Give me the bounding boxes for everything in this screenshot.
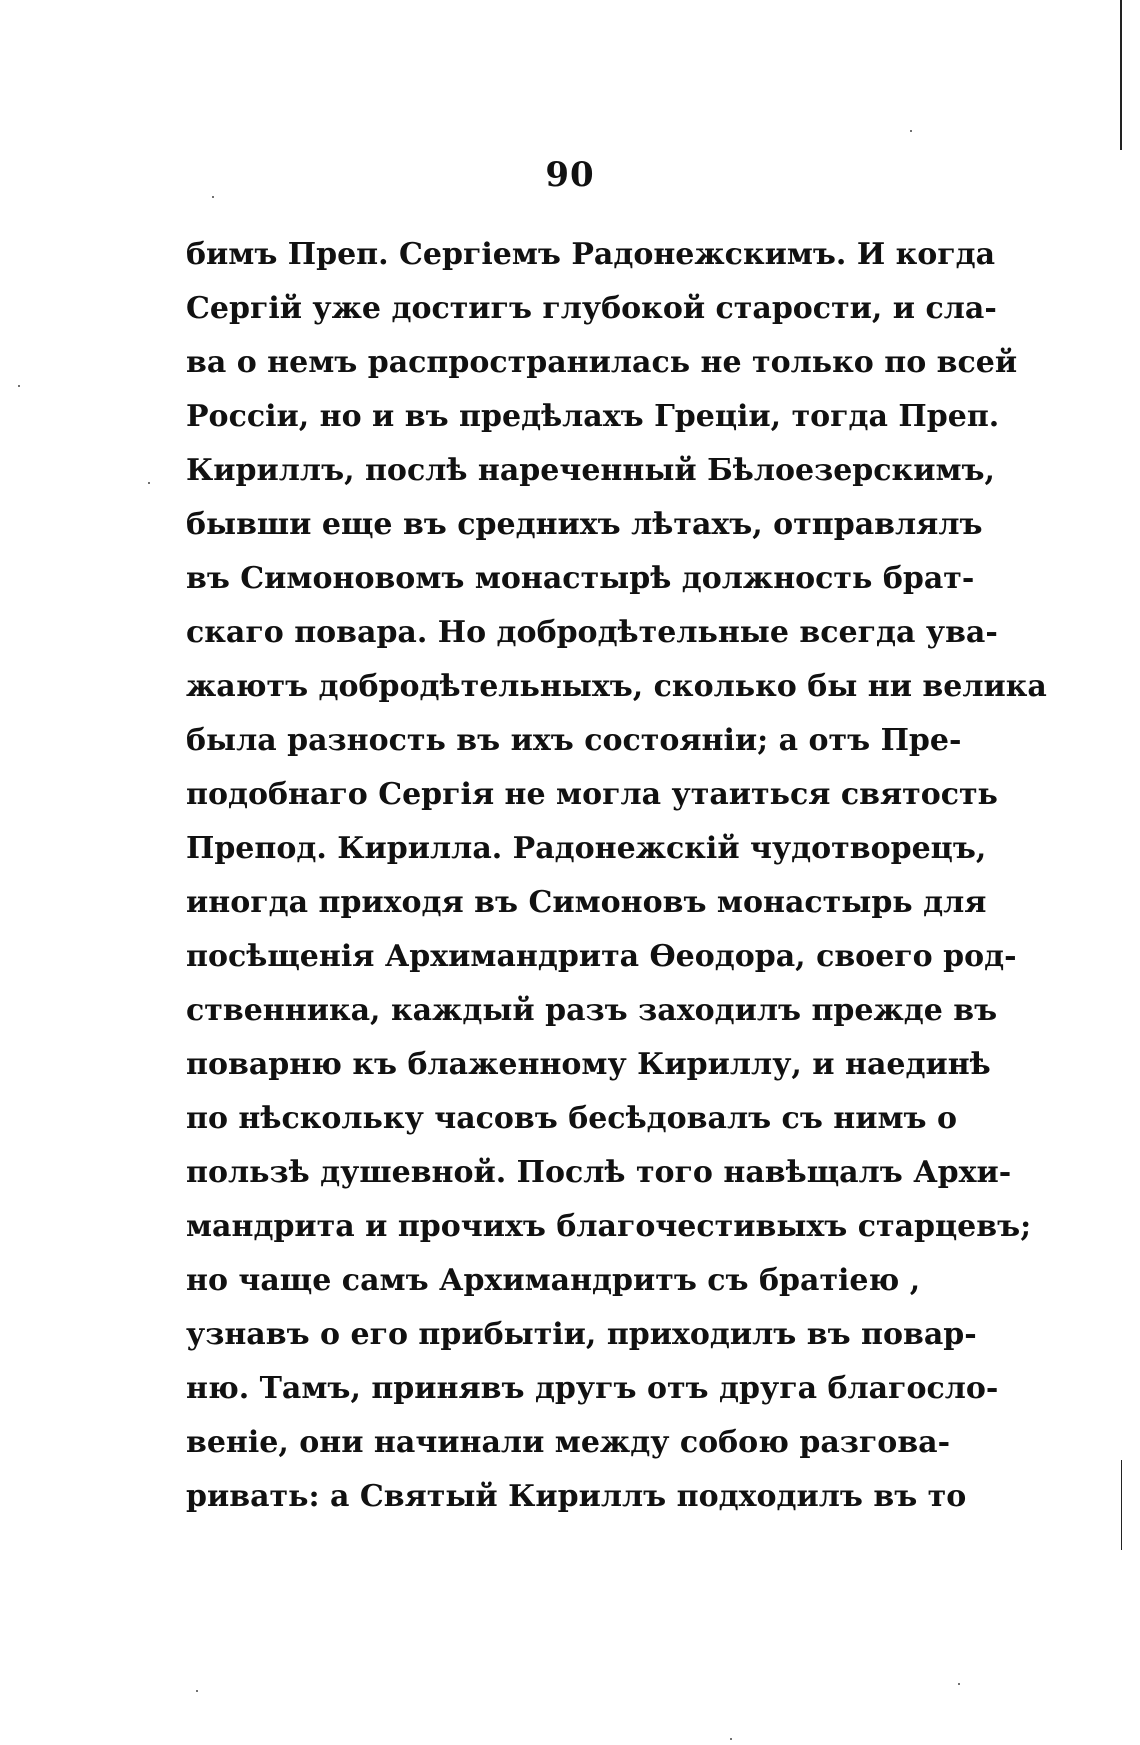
text-line: Препод. Кирилла. Радонежскій чудотворецъ, (186, 831, 987, 866)
text-line: но чаще самъ Архимандритъ съ братіею , (186, 1263, 921, 1298)
text-line: жаютъ добродѣтельныхъ, сколько бы ни велика (186, 669, 1047, 704)
text-line: ва о немъ распространилась не только по всей (186, 345, 1018, 380)
scan-speck (148, 482, 150, 484)
text-line: посѣщенія Архимандрита Ѳеодора, своего род- (186, 939, 1017, 974)
text-line: была разность въ ихъ состояніи; а отъ Пре- (186, 723, 962, 758)
scan-speck (958, 1683, 960, 1685)
text-line: въ Симоновомъ монастырѣ должность брат- (186, 561, 975, 596)
text-line: Сергій уже достигъ глубокой старости, и сла- (186, 291, 997, 326)
text-line: ственника, каждый разъ заходилъ прежде въ (186, 993, 998, 1028)
text-line: мандрита и прочихъ благочестивыхъ старцевъ; (186, 1209, 1032, 1244)
text-line: подобнаго Сергія не могла утаиться святость (186, 777, 998, 812)
text-line: по нѣскольку часовъ бесѣдовалъ съ нимъ о (186, 1101, 958, 1136)
body-text (186, 228, 1047, 1524)
page-number: 90 (545, 155, 595, 195)
text-line: ривать: а Святый Кириллъ подходилъ въ то (186, 1479, 967, 1514)
text-line: узнавъ о его прибытіи, приходилъ въ повар- (186, 1317, 977, 1352)
text-line: Кириллъ, послѣ нареченный Бѣлоезерскимъ, (186, 453, 995, 488)
text-line: иногда приходя въ Симоновъ монастырь для (186, 885, 987, 920)
text-line: поварню къ блаженному Кириллу, и наединѣ (186, 1047, 991, 1082)
page-edge-shadow (1120, 0, 1122, 150)
text-line: бывши еще въ среднихъ лѣтахъ, отправлялъ (186, 507, 983, 542)
text-line: ню. Тамъ, принявъ другъ отъ друга благосло- (186, 1371, 999, 1406)
scan-speck (18, 385, 20, 387)
text-line: пользѣ душевной. Послѣ того навѣщалъ Архи- (186, 1155, 1012, 1190)
scan-speck (730, 1738, 732, 1740)
text-line: веніе, они начинали между собою разгова- (186, 1425, 951, 1460)
page-edge-shadow (1121, 1460, 1122, 1550)
text-line: бимъ Преп. Сергіемъ Радонежскимъ. И когда (186, 237, 996, 272)
text-line: скаго повара. Но добродѣтельные всегда ува- (186, 615, 998, 650)
scan-speck (196, 1690, 198, 1692)
scan-speck (212, 196, 214, 198)
scan-speck (910, 130, 912, 132)
text-line: Россіи, но и въ предѣлахъ Греціи, тогда Преп. (186, 399, 1000, 434)
